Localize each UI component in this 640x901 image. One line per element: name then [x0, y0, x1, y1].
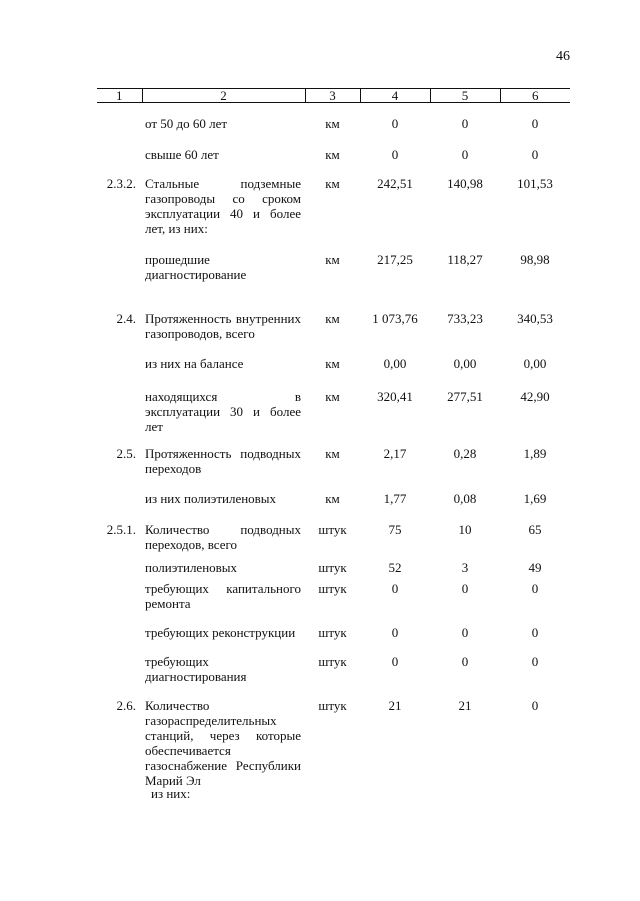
row-unit: км — [325, 251, 340, 267]
table-row — [97, 654, 570, 698]
row-value-5: 0 — [461, 116, 469, 131]
row-number — [97, 133, 142, 162]
row-value-4: 0 — [391, 116, 399, 131]
row-unit: км — [325, 175, 340, 191]
row-unit: штук — [318, 653, 347, 669]
row-value-6: 0 — [531, 697, 539, 713]
row-value-5: 733,23 — [447, 310, 483, 326]
row-number — [97, 581, 142, 625]
column-header-6: 6 — [500, 89, 570, 103]
row-unit: штук — [318, 559, 347, 575]
page-number: 46 — [556, 49, 570, 64]
row-number: 2.6. — [116, 697, 136, 713]
row-name: полиэтиленовых — [145, 559, 238, 575]
row-name: Количество подводных переходов, всего — [145, 521, 301, 552]
row-name: из них на балансе — [145, 355, 244, 371]
row-value-5: 0,28 — [453, 445, 477, 461]
row-unit: км — [325, 388, 340, 404]
table-row — [97, 298, 570, 344]
row-unit: км — [325, 116, 340, 131]
subitems-intro-text: из них: — [151, 786, 191, 801]
row-value-4: 1,77 — [383, 490, 407, 506]
table-row — [97, 103, 570, 133]
row-value-6: 1,69 — [523, 490, 547, 506]
row-value-6: 340,53 — [517, 310, 553, 326]
row-value-5: 0 — [461, 624, 469, 640]
table-row — [97, 552, 570, 581]
row-value-4: 21 — [388, 697, 402, 713]
row-name: свыше 60 лет — [145, 146, 219, 162]
row-name: от 50 до 60 лет — [145, 116, 228, 131]
column-header-4: 4 — [360, 89, 430, 103]
row-value-4: 0 — [391, 624, 399, 640]
table-row — [97, 698, 570, 788]
row-value-6: 42,90 — [520, 388, 550, 404]
row-value-5: 0,08 — [453, 490, 477, 506]
row-number — [97, 344, 142, 373]
row-number: 2.3.2. — [106, 175, 136, 191]
row-number: 2.4. — [116, 310, 136, 326]
table-row — [97, 434, 570, 478]
row-value-6: 65 — [528, 521, 542, 537]
column-header-5: 5 — [430, 89, 500, 103]
row-value-5: 3 — [461, 559, 469, 575]
row-value-4: 75 — [388, 521, 402, 537]
row-name: прошедшие диагностирование — [145, 251, 247, 282]
table-row — [97, 252, 570, 298]
row-unit: км — [325, 310, 340, 326]
row-value-6: 0,00 — [523, 355, 547, 371]
row-value-4: 1 073,76 — [372, 310, 418, 326]
row-number — [97, 252, 142, 298]
row-value-6: 0 — [531, 116, 539, 131]
row-name: из них полиэтиленовых — [145, 490, 277, 506]
row-value-4: 52 — [388, 559, 402, 575]
row-value-5: 118,27 — [447, 251, 483, 267]
row-number — [97, 654, 142, 698]
row-value-4: 0,00 — [383, 355, 407, 371]
table-header-row — [97, 89, 570, 103]
row-unit: штук — [318, 580, 347, 596]
row-name: Протяженность подводных переходов — [145, 445, 301, 476]
row-value-4: 320,41 — [377, 388, 413, 404]
row-value-5: 0 — [461, 146, 469, 162]
row-name: Количество газораспределительных станций, через которые обеспечивается газоснабжение Республики Марий Эл — [145, 697, 301, 788]
column-header-3: 3 — [305, 89, 360, 103]
row-name: требующих капитального ремонта — [145, 580, 301, 611]
row-name: Протяженность внутренних газопроводов, всего — [145, 310, 301, 341]
row-unit: штук — [318, 624, 347, 640]
row-name: Стальные подземные газопроводы со сроком эксплуатации 40 и более лет, из них: — [145, 175, 301, 236]
row-value-6: 98,98 — [520, 251, 550, 267]
table-row — [97, 133, 570, 162]
data-table — [97, 88, 570, 788]
row-value-5: 0,00 — [453, 355, 477, 371]
row-value-5: 0 — [461, 580, 469, 596]
row-value-4: 0 — [391, 653, 399, 669]
row-number: 2.5. — [116, 445, 136, 461]
row-value-4: 217,25 — [377, 251, 413, 267]
table-row — [97, 625, 570, 654]
row-name: находящихся в эксплуатации 30 и более лет — [145, 388, 301, 434]
column-header-1: 1 — [97, 89, 142, 103]
row-value-5: 10 — [458, 521, 472, 537]
row-value-4: 0 — [391, 580, 399, 596]
row-value-6: 0 — [531, 653, 539, 669]
table-row — [97, 162, 570, 252]
row-value-6: 0 — [531, 624, 539, 640]
row-unit: км — [325, 146, 340, 162]
row-number: 2.5.1. — [106, 521, 136, 537]
row-unit: км — [325, 355, 340, 371]
row-unit: штук — [318, 697, 347, 713]
table-row — [97, 507, 570, 552]
row-value-4: 2,17 — [383, 445, 407, 461]
table-row — [97, 478, 570, 507]
row-value-5: 21 — [458, 697, 472, 713]
row-value-4: 0 — [391, 146, 399, 162]
row-value-5: 140,98 — [447, 175, 483, 191]
row-name: требующих диагностирования — [145, 653, 247, 684]
row-number — [97, 478, 142, 507]
row-value-6: 0 — [531, 580, 539, 596]
row-number — [97, 103, 142, 133]
row-value-6: 101,53 — [517, 175, 553, 191]
column-header-2: 2 — [142, 89, 305, 103]
row-number — [97, 552, 142, 581]
row-value-6: 1,89 — [523, 445, 547, 461]
row-value-4: 242,51 — [377, 175, 413, 191]
row-name: требующих реконструкции — [145, 624, 296, 640]
row-value-5: 277,51 — [447, 388, 483, 404]
row-value-6: 49 — [528, 559, 542, 575]
row-value-6: 0 — [531, 146, 539, 162]
row-unit: км — [325, 445, 340, 461]
row-value-5: 0 — [461, 653, 469, 669]
row-unit: км — [325, 490, 340, 506]
row-number — [97, 373, 142, 434]
table-row — [97, 373, 570, 434]
row-unit: штук — [318, 521, 347, 537]
row-number — [97, 625, 142, 654]
table-row — [97, 581, 570, 625]
table-row — [97, 344, 570, 373]
